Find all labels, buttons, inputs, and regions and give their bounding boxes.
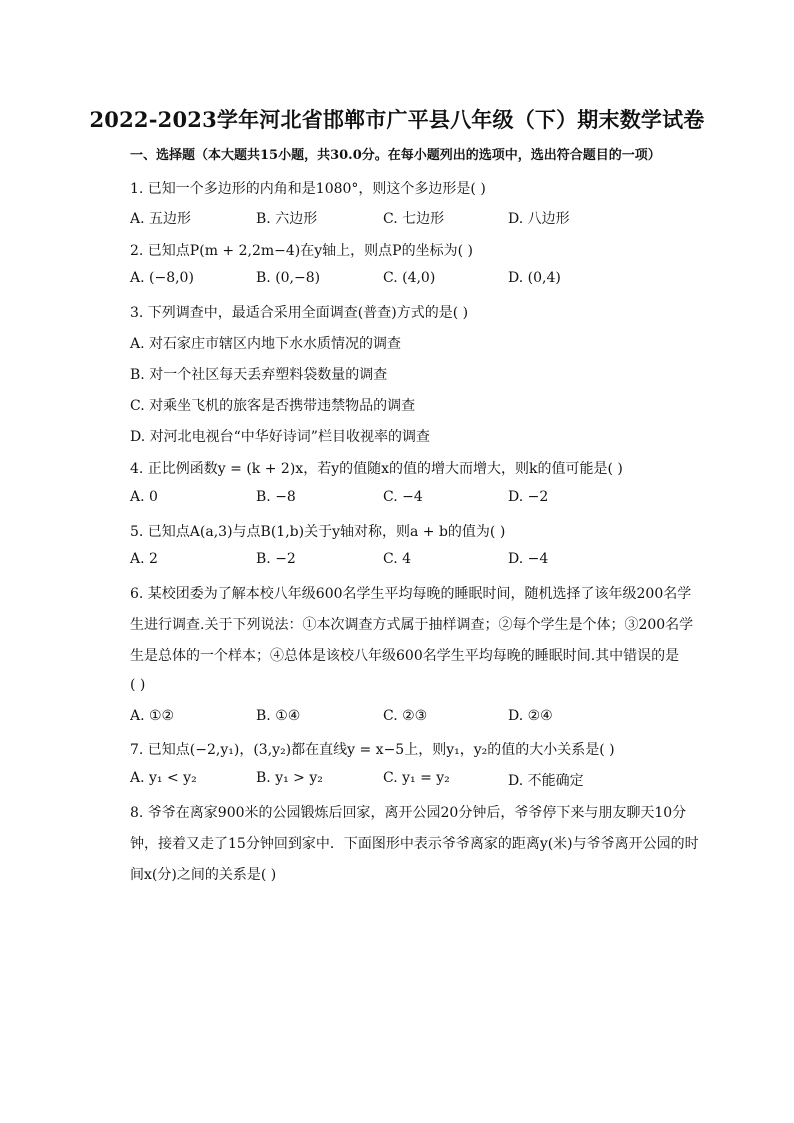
q2-option-c: C. (4,0) [383,270,436,286]
question-4-stem: 4. 正比例函数y = (k + 2)x，若y的值随x的值的增大而增大，则k的值可能是( ) [130,461,623,477]
q2-option-d: D. (0,4) [508,270,561,286]
exam-title: 2022-2023学年河北省邯郸市广平县八年级（下）期末数学试卷 [89,107,705,132]
section-heading: 一、选择题（本大题共15小题，共30.0分。在每小题列出的选项中，选出符合题目的一项） [130,148,661,163]
q5-option-b: B. −2 [256,551,296,567]
question-6-stem-line-1: 6. 某校团委为了解本校八年级600名学生平均每晚的睡眠时间，随机选择了该年级200名学 [130,586,692,602]
question-7-stem: 7. 已知点(−2,y₁)，(3,y₂)都在直线y = x−5上，则y₁，y₂的值的大小关系是( ) [130,742,615,758]
q3-option-c: C. 对乘坐飞机的旅客是否携带违禁物品的调查 [130,398,416,414]
q6-option-c: C. ②③ [383,708,428,724]
q1-option-c: C. 七边形 [383,211,445,227]
q6-option-a: A. ①② [130,708,175,724]
q4-option-c: C. −4 [383,489,423,505]
question-6-stem-line-2: 生进行调查.关于下列说法：①本次调查方式属于抽样调查；②每个学生是个体；③200名学 [130,617,694,633]
q6-option-b: B. ①④ [256,708,301,724]
question-8-stem-line-1: 8. 爷爷在离家900米的公园锻炼后回家，离开公园20分钟后，爷爷停下来与朋友聊天10分 [130,805,687,821]
q7-option-a: A. y₁ < y₂ [130,770,197,786]
question-3-stem: 3. 下列调查中，最适合采用全面调查(普查)方式的是( ) [130,305,469,321]
q5-option-c: C. 4 [383,551,412,567]
q7-option-c: C. y₁ = y₂ [383,770,450,786]
q2-option-a: A. (−8,0) [130,270,194,286]
q1-option-d: D. 八边形 [508,211,570,227]
q5-option-d: D. −4 [508,551,549,567]
q3-option-a: A. 对石家庄市辖区内地下水水质情况的调查 [130,336,402,352]
q3-option-d: D. 对河北电视台“中华好诗词”栏目收视率的调查 [130,429,430,445]
q7-option-d: D. 不能确定 [508,773,584,789]
question-6-stem-line-3: 生是总体的一个样本；④总体是该校八年级600名学生平均每晚的睡眠时间.其中错误的是 [130,648,680,664]
q4-option-b: B. −8 [256,489,296,505]
question-5-stem: 5. 已知点A(a,3)与点B(1,b)关于y轴对称，则a + b的值为( ) [130,524,506,540]
question-2-stem: 2. 已知点P(m + 2,2m−4)在y轴上，则点P的坐标为( ) [130,243,473,259]
question-8-stem-line-2: 钟，接着又走了15分钟回到家中．下面图形中表示爷爷离家的距离y(米)与爷爷离开公园的时 [130,836,699,852]
q3-option-b: B. 对一个社区每天丢弃塑料袋数量的调查 [130,367,388,383]
q1-option-a: A. 五边形 [130,211,192,227]
question-1-stem: 1. 已知一个多边形的内角和是1080°，则这个多边形是( ) [130,181,486,197]
q1-option-b: B. 六边形 [256,211,318,227]
q7-option-b: B. y₁ > y₂ [256,770,323,786]
q5-option-a: A. 2 [130,551,158,567]
q2-option-b: B. (0,−8) [256,270,321,286]
question-8-stem-line-3: 间x(分)之间的关系是( ) [130,867,277,883]
question-6-stem-line-4: ( ) [130,677,146,693]
q4-option-a: A. 0 [130,489,158,505]
q6-option-d: D. ②④ [508,708,553,724]
q4-option-d: D. −2 [508,489,549,505]
